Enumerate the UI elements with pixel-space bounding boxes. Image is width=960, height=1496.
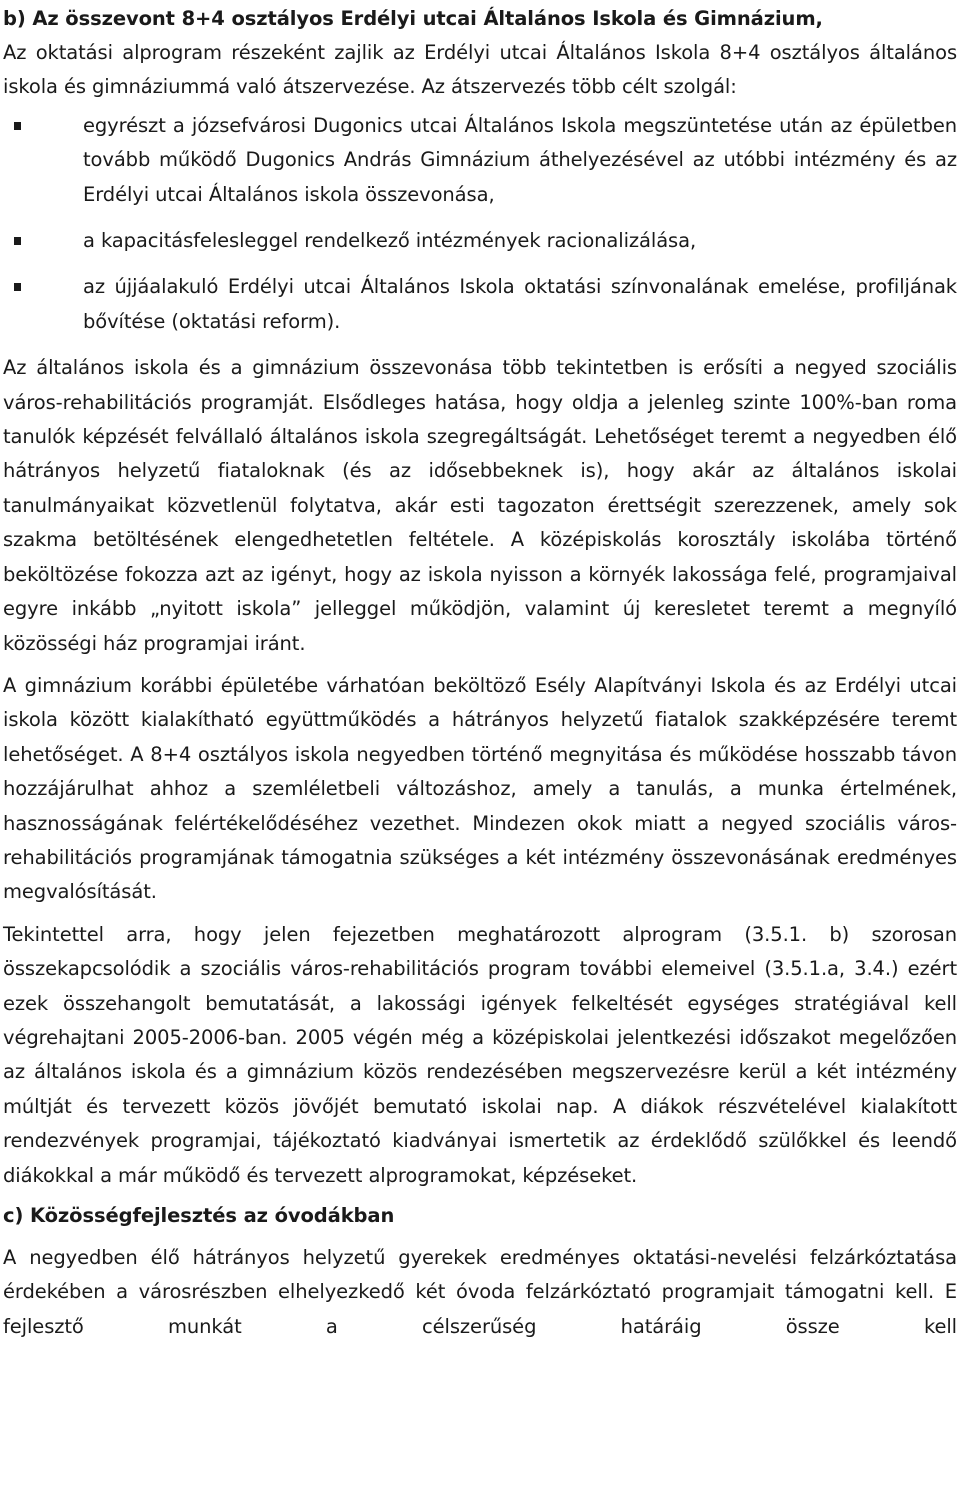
square-bullet-icon bbox=[14, 122, 21, 130]
document-page bbox=[3, 0, 957, 1344]
square-bullet-icon bbox=[14, 237, 21, 245]
bullet-text: a kapacitásfelesleggel rendelkező intézmények racionalizálása, bbox=[83, 229, 697, 253]
section-b-paragraph: A gimnázium korábbi épületébe várhatóan beköltöző Esély Alapítványi Iskola és az Erdélyi utcai iskola között kialakítható együttműködés a hátrányos helyzetű fiatalok szakképzésére teremt lehetőséget. A 8+4 osztályos iskola negyedben történő megnyitása és működése hosszabb távon hozzájárulhat ahhoz a szemléletbeli változáshoz, amely a tanulás, a munka értelmének, hasznosságának felértékelődéséhez vezethet. Mindezen okok miatt a negyed szociális város-rehabilitációs programjának támogatnia szükséges a két intézmény összevonásának eredményes megvalósítását. bbox=[3, 673, 957, 904]
section-b-intro: Az oktatási alprogram részeként zajlik az Erdélyi utcai Általános Iskola 8+4 osztályos általános iskola és gimnáziummá való átszervezése. Az átszervezés több célt szolgál: bbox=[3, 41, 957, 99]
section-b-paragraph: Tekintettel arra, hogy jelen fejezetben meghatározott alprogram (3.5.1. b) szorosan összekapcsolódik a szociális város-rehabilitációs program további elemeivel (3.5.1.a, 3.4.) ezért ezek összehangolt bemutatását, a lakossági igények felkeltését egységes stratégiával kell végrehajtani 2005-2006-ban. 2005 végén még a középiskolai jelentkezési időszakot megelőzően az általános iskola és a gimnázium közös rendezésében megszervezésre kerül a két intézmény múltját és tervezett közös jövőjét bemutató iskolai nap. A diákok részvételével kialakított rendezvények programjai, tájékoztató kiadványai ismertetik az érdeklődő szülőkkel és leendő diákokkal a már működő és tervezett alprogramokat, képzéseket. bbox=[3, 922, 957, 1187]
square-bullet-icon bbox=[14, 283, 21, 291]
section-c-heading: c) Közösségfejlesztés az óvodákban bbox=[3, 1204, 395, 1227]
section-b-heading: b) Az összevont 8+4 osztályos Erdélyi utcai Általános Iskola és Gimnázium, bbox=[3, 7, 823, 30]
bullet-item bbox=[3, 224, 957, 258]
bullet-item bbox=[3, 270, 957, 339]
section-b-bullet-list bbox=[3, 109, 957, 339]
bullet-item bbox=[3, 109, 957, 212]
section-b-paragraph: Az általános iskola és a gimnázium összevonása több tekintetben is erősíti a negyed szociális város-rehabilitációs programját. Elsődleges hatása, hogy oldja a jelenleg szinte 100%-ban roma tanulók képzését felvállaló általános iskola szegregáltságát. Lehetőséget teremt a negyedben élő hátrányos helyzetű fiataloknak (és az idősebbeknek is), hogy akár az általános iskolai tanulmányaikat közvetlenül folytatva, akár esti tagozaton érettségit szerezzenek, amely sok szakma betöltésének elengedhetetlen feltétele. A középiskolás korosztály iskolába történő beköltözése fokozza azt az igényt, hogy az iskola nyisson a környék lakossága felé, programjaival egyre inkább „nyitott iskola” jelleggel működjön, valamint új keresletet teremt a megnyíló közösségi ház programjai iránt. bbox=[3, 356, 957, 655]
bullet-text: az újjáalakuló Erdélyi utcai Általános Iskola oktatási színvonalának emelése, profiljának bővítése (oktatási reform). bbox=[83, 275, 957, 333]
section-c-paragraph: A negyedben élő hátrányos helyzetű gyerekek eredményes oktatási-nevelési felzárkóztatása érdekében a városrészben elhelyezkedő két óvoda felzárkóztató programjait támogatni kell. E fejlesztő munkát a célszerűség határáig össze kell bbox=[3, 1246, 957, 1338]
bullet-text: egyrészt a józsefvárosi Dugonics utcai Általános Iskola megszüntetése után az épületben tovább működő Dugonics András Gimnázium áthelyezésével az utóbbi intézmény és az Erdélyi utcai Általános iskola összevonása, bbox=[83, 113, 957, 206]
